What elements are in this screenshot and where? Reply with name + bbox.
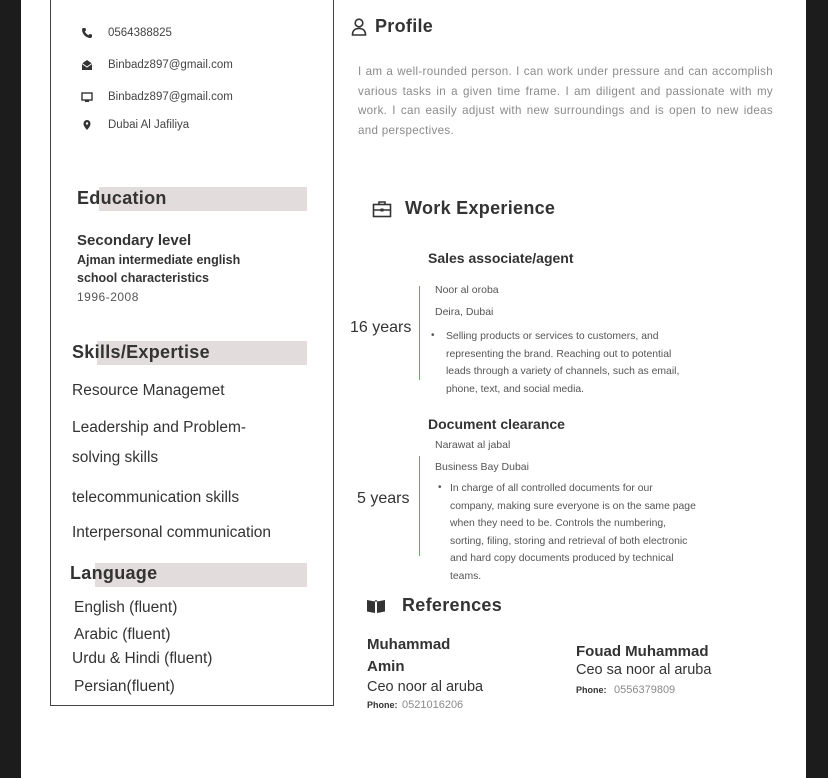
job-duration: 5 years [357,490,410,507]
contact-phone [80,26,172,40]
timeline-line [419,286,420,380]
education-title: Education [77,188,167,208]
reference-phone[interactable]: 0556379809 [614,684,676,696]
phone-icon [80,26,94,40]
language-item: Arabic (fluent) [74,626,171,643]
job-role: Document clearance [428,416,565,432]
job-company: Noor al oroba [435,284,499,296]
desc-line: leads through a variety of channels, such as email, [446,366,680,378]
briefcase-icon [372,200,392,223]
job-location: Business Bay Dubai [435,461,529,473]
skill-item: Resource Managemet [72,382,225,399]
language-title: Language [70,563,158,583]
job-description [446,328,679,398]
language-item: English (fluent) [74,599,178,616]
map-pin-icon [80,118,94,132]
reference-phone-label: Phone: [367,700,398,710]
reference-position: Ceo sa noor al aruba [576,662,712,678]
skills-title: Skills/Expertise [72,342,210,362]
timeline-line [419,456,420,556]
job-location: Deira, Dubai [435,306,494,318]
desc-line: In charge of all controlled documents for our [450,483,653,494]
language-item: Persian(fluent) [74,678,175,695]
profile-title: Profile [375,16,434,36]
contact-email-alt [80,90,233,104]
bullet-dot: • [438,482,442,493]
desc-line: when they need to be. Controls the numbering, [450,518,667,530]
education-years: 1996-2008 [77,290,139,304]
reference-name-line2: Amin [367,658,405,675]
book-icon [366,598,386,619]
contact-location [80,118,189,132]
desc-line: and hard copy documents produced by technical [450,553,674,565]
skill-item: telecommunication skills [72,489,240,506]
education-school-line2: school characteristics [77,271,210,285]
bullet-dot: • [431,330,435,341]
job-company: Narawat al jabal [435,439,511,451]
reference-position: Ceo noor al aruba [367,679,484,695]
desc-line: representing the brand. Reaching out to potential [446,348,672,360]
language-item: Urdu & Hindi (fluent) [72,650,213,667]
reference-phone-label: Phone: [576,685,607,695]
desc-line: company, making sure everyone is on the same page [450,500,696,512]
email-alt-text[interactable]: Binbadz897@gmail.com [108,91,233,103]
envelope-icon [80,58,94,72]
references-title: References [402,595,503,615]
desc-line: teams. [450,570,482,582]
skill-item: solving skills [72,449,159,466]
job-description [450,480,696,586]
desc-line: phone, text, and social media. [446,383,585,395]
person-icon [351,18,367,41]
skill-item: Interpersonal communication [72,524,272,541]
contact-email [80,58,233,72]
work-title: Work Experience [405,198,556,218]
job-duration: 16 years [350,319,412,336]
skill-item: Leadership and Problem- [72,419,247,436]
monitor-icon [80,90,94,104]
email-text[interactable]: Binbadz897@gmail.com [108,59,233,71]
reference-name: Fouad Muhammad [576,643,709,660]
job-role: Sales associate/agent [428,250,574,266]
desc-line: sorting, filing, storing and retrieval of both electronic [450,535,688,547]
education-school-line1: Ajman intermediate english [77,253,241,267]
reference-phone[interactable]: 0521016206 [402,699,464,711]
profile-text: I am a well-rounded person. I can work under pressure and can accomplish various tasks in a given time frame. I am diligent and passionate with my work. I can easily adjust with new surroundings and is open to new ideas and perspectives. [358,65,773,138]
education-level: Secondary level [77,232,192,249]
phone-text[interactable]: 0564388825 [108,27,172,39]
reference-name: Muhammad [367,636,451,653]
desc-line: Selling products or services to customers, and [446,331,659,342]
location-text: Dubai Al Jafiliya [108,119,190,131]
